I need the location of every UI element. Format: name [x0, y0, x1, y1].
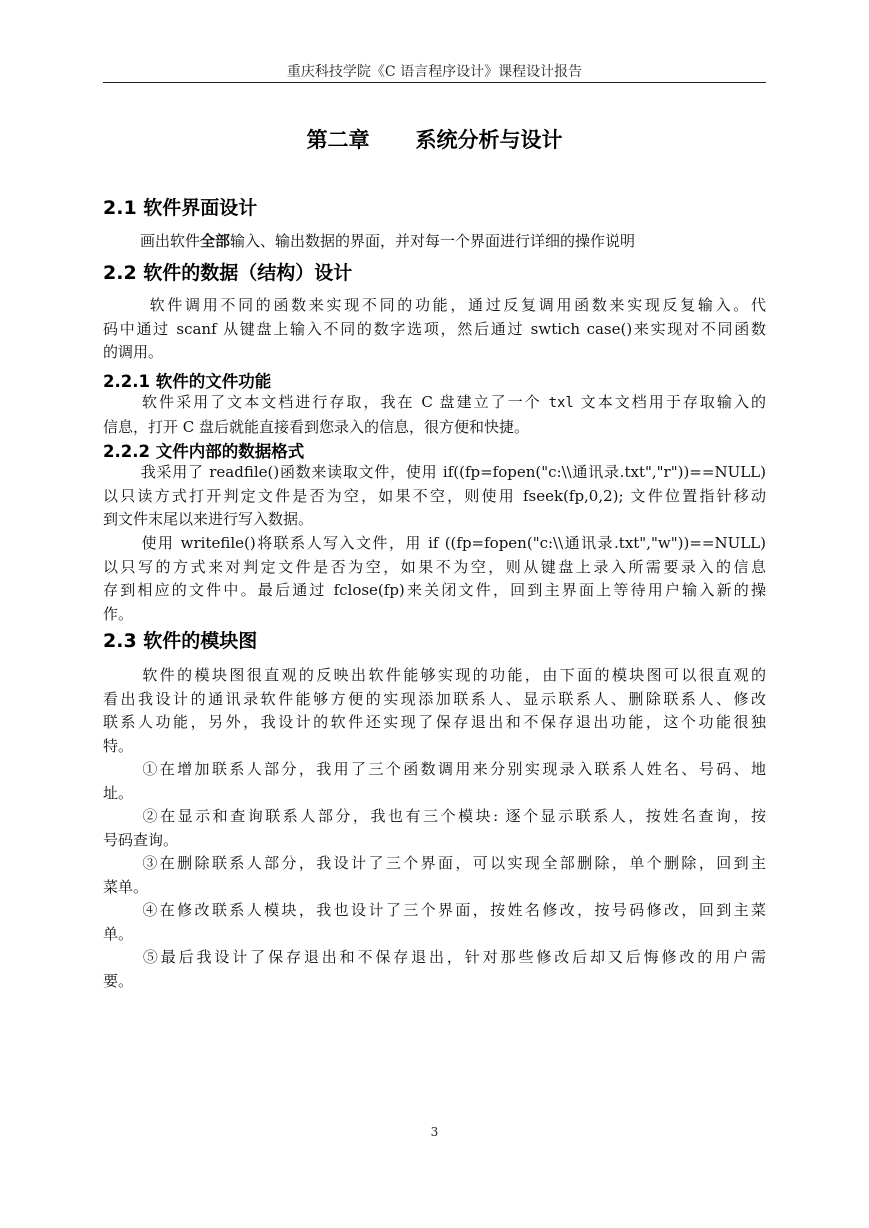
- section-2-1-heading: 2.1 软件界面设计: [103, 197, 258, 219]
- section-2-2-2-paragraph-2: 使用 writefile()将联系人写入文件，用 if ((fp=fopen("c:\\通讯录.txt","w"))==NULL) 以只写的方式来对判定文件是否为空，如果不为空，则从键盘上录入所需要录入的信息 存到相应的文件中。最后通过 fclose(fp)来关闭文件，回到主界面上等待用户输入新的操 作。: [103, 534, 766, 623]
- module-item-2: ②在显示和查询联系人部分，我也有三个模块: 逐个显示联系人，按姓名查询，按 号码查询。: [103, 807, 766, 849]
- section-2-2-heading: 2.2 软件的数据（结构）设计: [103, 262, 353, 284]
- section-2-2-1-heading: 2.2.1 软件的文件功能: [103, 372, 272, 391]
- header-rule: [103, 82, 766, 83]
- section-2-3-intro: 软件的模块图很直观的反映出软件能够实现的功能，由下面的模块图可以很直观的 看出我设计的通讯录软件能够方便的实现添加联系人、显示联系人、删除联系人、修改 联系人功能，另外，我设计的软件还实现了保存退出和不保存退出功能，这个功能很独 特。: [103, 666, 766, 755]
- running-header: 重庆科技学院《C 语言程序设计》课程设计报告: [286, 64, 583, 80]
- module-item-4: ④在修改联系人模块，我也设计了三个界面，按姓名修改，按号码修改，回到主菜 单。: [103, 901, 766, 943]
- page-number: 3: [430, 1125, 439, 1139]
- chapter-title: [103, 124, 766, 154]
- section-2-2-2-paragraph-1: 我采用了 readfile()函数来读取文件，使用 if((fp=fopen("c:\\通讯录.txt","r"))==NULL) 以只读方式打开判定文件是否为空，如果不空，则使用 fseek(fp,0,2); 文件位置指针移动 到文件末尾以来进行写入数据。: [103, 463, 766, 528]
- section-2-2-paragraph: 软件调用不同的函数来实现不同的功能，通过反复调用函数来实现反复输入。代 码中通过 scanf 从键盘上输入不同的数字选项，然后通过 swtich case()来实现对不同函数 的调用。: [103, 296, 766, 361]
- section-2-1-paragraph: 画出软件全部输入、输出数据的界面，并对每一个界面进行详细的操作说明: [140, 232, 636, 250]
- chapter-number: 第二章: [306, 128, 370, 152]
- section-2-2-2-heading: 2.2.2 文件内部的数据格式: [103, 442, 305, 461]
- section-2-3-heading: 2.3 软件的模块图: [103, 630, 258, 652]
- chapter-name: 系统分析与设计: [415, 128, 563, 152]
- module-item-5: ⑤最后我设计了保存退出和不保存退出，针对那些修改后却又后悔修改的用户需 要。: [103, 948, 766, 990]
- module-item-1: ①在增加联系人部分，我用了三个函数调用来分别实现录入联系人姓名、号码、地 址。: [103, 760, 766, 802]
- module-item-3: ③在删除联系人部分，我设计了三个界面，可以实现全部删除，单个删除，回到主 菜单。: [103, 854, 766, 896]
- section-2-2-1-paragraph: 软件采用了文本文档进行存取，我在 C 盘建立了一个 txl 文本文档用于存取输入的 信息，打开 C 盘后就能直接看到您录入的信息，很方便和快捷。: [103, 393, 766, 436]
